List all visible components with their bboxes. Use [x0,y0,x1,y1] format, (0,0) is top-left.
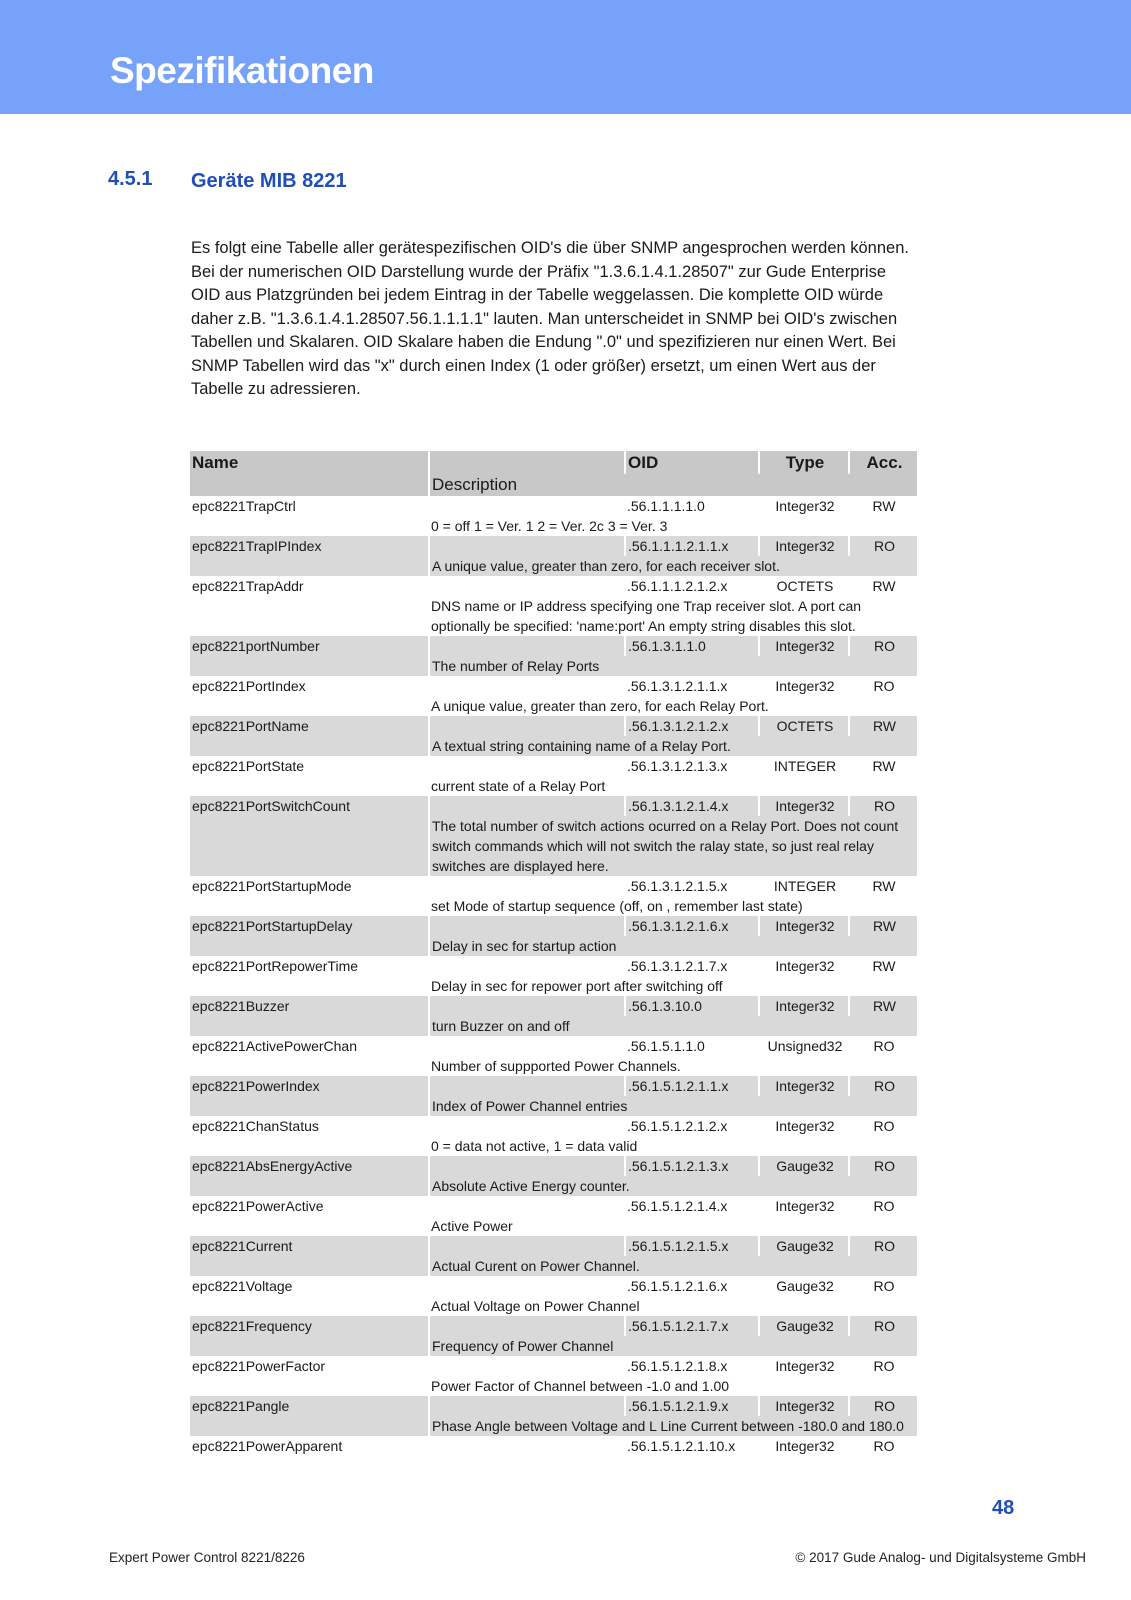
oid-cell: .56.1.5.1.2.1.4.x [627,1198,728,1214]
oid-spacer-cell [429,496,625,516]
oid-name-cell: epc8221PortName [190,716,429,736]
access-cell: RO [873,1358,895,1374]
description-spacer-cell [190,1296,429,1316]
description-cell: current state of a Relay Port [431,778,606,794]
footer-copyright: © 2017 Gude Analog- und Digitalsysteme GmbH [795,1550,1086,1565]
type-cell: Gauge32 [759,1156,849,1176]
description-spacer-cell [190,936,429,956]
description-cell: A textual string containing name of a Relay Port. [429,736,917,756]
description-spacer-cell [190,596,429,636]
oid-cell: .56.1.5.1.2.1.9.x [625,1396,759,1416]
oid-spacer-cell [429,1316,625,1336]
table-header-row-description [190,474,917,496]
mib-table [190,451,917,1456]
table-row-description [190,596,917,636]
description-cell: The total number of switch actions ocurred on a Relay Port. Does not count switch commands which will not switch the ralay state, so just real relay switches are displayed here. [429,816,917,876]
description-cell: Absolute Active Energy counter. [429,1176,917,1196]
access-cell: RW [872,958,896,974]
table-row-description [190,1256,917,1276]
table-row [190,1396,917,1416]
oid-cell: .56.1.3.1.2.1.7.x [627,958,728,974]
description-cell: Frequency of Power Channel [429,1336,917,1356]
access-cell: RO [849,1396,917,1416]
description-cell: Index of Power Channel entries [429,1096,917,1116]
table-row-description [190,776,917,796]
oid-name-cell: epc8221PowerFactor [192,1358,326,1374]
oid-cell: .56.1.1.1.2.1.2.x [627,578,728,594]
oid-name-cell: epc8221ChanStatus [192,1118,319,1134]
table-row-description [190,1416,917,1436]
table-row-description [190,1336,917,1356]
oid-name-cell: epc8221TrapIPIndex [190,536,429,556]
description-spacer-cell [190,736,429,756]
oid-cell: .56.1.3.1.2.1.5.x [627,878,728,894]
description-cell: Actual Curent on Power Channel. [429,1256,917,1276]
oid-cell: .56.1.1.1.1.0 [627,498,705,514]
access-cell: RO [849,1076,917,1096]
table-row-description [190,1096,917,1116]
table-row-description [190,1296,917,1316]
oid-spacer-cell [429,1356,625,1376]
header-banner [0,0,1131,114]
description-spacer-cell [190,1176,429,1196]
oid-spacer-cell [429,796,625,816]
table-row-description [190,1016,917,1036]
description-cell: Power Factor of Channel between -1.0 and 1.00 [431,1378,730,1394]
table-row [190,716,917,736]
type-cell: Integer32 [775,1118,835,1134]
access-cell: RO [873,1118,895,1134]
oid-name-cell: epc8221PowerIndex [190,1076,429,1096]
table-row-description [190,1176,917,1196]
type-cell: INTEGER [773,878,837,894]
oid-spacer-cell [429,676,625,696]
oid-spacer-cell [429,996,625,1016]
access-cell: RW [849,716,917,736]
oid-spacer-cell [429,916,625,936]
table-row-description [190,1136,917,1156]
description-cell: set Mode of startup sequence (off, on , remember last state) [431,898,803,914]
description-cell: A unique value, greater than zero, for each receiver slot. [429,556,917,576]
description-spacer-cell [190,816,429,876]
type-cell: Integer32 [775,678,835,694]
oid-cell: .56.1.3.1.2.1.1.x [627,678,728,694]
access-cell: RO [873,1198,895,1214]
oid-name-cell: epc8221PowerApparent [192,1438,343,1454]
table-row [190,1156,917,1176]
table-row [190,1116,917,1136]
oid-cell: .56.1.5.1.2.1.7.x [625,1316,759,1336]
table-row [190,1316,917,1336]
access-cell: RO [849,1156,917,1176]
table-row [190,536,917,556]
oid-name-cell: epc8221ActivePowerChan [192,1038,357,1054]
type-cell: Integer32 [759,916,849,936]
type-cell: Integer32 [759,536,849,556]
access-cell: RW [872,878,896,894]
oid-name-cell: epc8221PortIndex [192,678,306,694]
oid-spacer-cell [429,576,625,596]
table-row-description [190,556,917,576]
table-row [190,956,917,976]
table-row [190,1356,917,1376]
description-spacer-cell [190,1416,429,1436]
oid-cell: .56.1.5.1.2.1.3.x [625,1156,759,1176]
table-row-description [190,976,917,996]
type-cell: Gauge32 [759,1236,849,1256]
access-cell: RO [849,796,917,816]
description-spacer-cell [190,556,429,576]
type-cell: INTEGER [773,758,837,774]
type-cell: Gauge32 [776,1278,834,1294]
table-row [190,676,917,696]
access-cell: RW [872,578,896,594]
type-cell: Integer32 [759,636,849,656]
description-spacer-cell [190,1056,429,1076]
table-row [190,496,917,516]
access-cell: RO [849,1316,917,1336]
description-cell: A unique value, greater than zero, for each Relay Port. [431,698,769,714]
oid-spacer-cell [429,1236,625,1256]
access-cell: RO [849,536,917,556]
table-row [190,1196,917,1216]
oid-name-cell: epc8221portNumber [190,636,429,656]
oid-name-cell: epc8221Frequency [190,1316,429,1336]
access-cell: RO [873,678,895,694]
description-cell: Delay in sec for repower port after switching off [431,978,723,994]
oid-cell: .56.1.3.1.2.1.6.x [625,916,759,936]
access-cell: RW [872,498,896,514]
footer-product: Expert Power Control 8221/8226 [109,1550,305,1565]
description-cell: Active Power [431,1218,513,1234]
type-cell: Integer32 [759,796,849,816]
table-row [190,996,917,1016]
description-spacer-cell [190,1216,429,1236]
mib-table-body [190,496,917,1456]
oid-cell: .56.1.1.1.2.1.1.x [625,536,759,556]
description-spacer-cell [190,1336,429,1356]
oid-cell: .56.1.5.1.2.1.8.x [627,1358,728,1374]
oid-spacer-cell [429,1276,625,1296]
header-description: Description [429,474,917,496]
description-spacer-cell [190,516,429,536]
description-spacer-cell [190,1016,429,1036]
table-header-row [190,451,917,474]
banner-title: Spezifikationen [110,50,374,91]
access-cell: RO [873,1438,895,1454]
table-row-description [190,936,917,956]
oid-name-cell: epc8221TrapCtrl [192,498,296,514]
table-row-description [190,1056,917,1076]
oid-name-cell: epc8221PowerActive [192,1198,324,1214]
header-acc: Acc. [849,451,917,474]
description-cell: Delay in sec for startup action [429,936,917,956]
type-cell: OCTETS [776,578,834,594]
type-cell: Integer32 [775,1438,835,1454]
table-row [190,636,917,656]
oid-spacer-cell [429,956,625,976]
oid-spacer-cell [429,1036,625,1056]
section-title: Geräte MIB 8221 [191,170,347,192]
description-cell: Actual Voltage on Power Channel [431,1298,640,1314]
description-cell: 0 = off 1 = Ver. 1 2 = Ver. 2c 3 = Ver. 3 [431,518,668,534]
oid-cell: .56.1.3.1.2.1.4.x [625,796,759,816]
oid-cell: .56.1.5.1.2.1.10.x [627,1438,736,1454]
oid-spacer-cell [429,1076,625,1096]
oid-cell: .56.1.5.1.2.1.2.x [627,1118,728,1134]
page-number: 48 [992,1497,1015,1519]
table-row-description [190,516,917,536]
oid-spacer-cell [429,1396,625,1416]
table-row-description [190,816,917,876]
access-cell: RO [873,1278,895,1294]
description-spacer-cell [190,776,429,796]
description-spacer-cell [190,1096,429,1116]
access-cell: RO [849,1236,917,1256]
table-row [190,1236,917,1256]
oid-spacer-cell [429,636,625,656]
type-cell: Unsigned32 [767,1038,843,1054]
table-row [190,916,917,936]
oid-cell: .56.1.3.1.2.1.3.x [627,758,728,774]
description-cell: Number of suppported Power Channels. [431,1058,681,1074]
oid-name-cell: epc8221PortStartupMode [192,878,352,894]
oid-cell: .56.1.3.10.0 [625,996,759,1016]
type-cell: Integer32 [775,1358,835,1374]
type-cell: Integer32 [775,958,835,974]
description-cell: 0 = data not active, 1 = data valid [431,1138,638,1154]
table-row-description [190,896,917,916]
oid-name-cell: epc8221AbsEnergyActive [190,1156,429,1176]
type-cell: Integer32 [775,1198,835,1214]
oid-spacer-cell [429,1436,625,1456]
oid-name-cell: epc8221Buzzer [190,996,429,1016]
type-cell: OCTETS [759,716,849,736]
table-row [190,1436,917,1456]
type-cell: Integer32 [775,498,835,514]
description-spacer-cell [190,1376,429,1396]
oid-name-cell: epc8221PortStartupDelay [190,916,429,936]
section-number: 4.5.1 [108,168,153,190]
header-name: Name [190,451,429,474]
table-row-description [190,696,917,716]
oid-name-cell: epc8221PortRepowerTime [192,958,359,974]
description-cell: DNS name or IP address specifying one Trap receiver slot. A port can optionally be specified: 'name:port' An empty string disables this slot. [431,598,862,634]
oid-name-cell: epc8221Voltage [192,1278,293,1294]
table-row-description [190,656,917,676]
description-spacer-cell [190,656,429,676]
header-oid: OID [625,451,759,474]
oid-spacer-cell [429,1156,625,1176]
table-row [190,796,917,816]
table-row-description [190,736,917,756]
oid-spacer-cell [429,1196,625,1216]
oid-name-cell: epc8221PortSwitchCount [190,796,429,816]
type-cell: Integer32 [759,1396,849,1416]
oid-name-cell: epc8221PortState [192,758,305,774]
table-row [190,756,917,776]
description-spacer-cell [190,896,429,916]
description-cell: Phase Angle between Voltage and L Line Current between -180.0 and 180.0 [429,1416,917,1436]
table-row [190,576,917,596]
access-cell: RW [849,996,917,1016]
oid-name-cell: epc8221Current [190,1236,429,1256]
table-row [190,1036,917,1056]
description-spacer-cell [190,976,429,996]
description-cell: turn Buzzer on and off [429,1016,917,1036]
access-cell: RW [872,758,896,774]
access-cell: RW [849,916,917,936]
type-cell: Integer32 [759,996,849,1016]
description-spacer-cell [190,1136,429,1156]
access-cell: RO [873,1038,895,1054]
oid-cell: .56.1.5.1.1.0 [627,1038,705,1054]
oid-spacer-cell [429,536,625,556]
header-description-spacer [190,474,429,496]
header-type: Type [759,451,849,474]
access-cell: RO [849,636,917,656]
oid-spacer-cell [429,876,625,896]
oid-spacer-cell [429,716,625,736]
description-spacer-cell [190,1256,429,1276]
oid-name-cell: epc8221Pangle [190,1396,429,1416]
type-cell: Gauge32 [759,1316,849,1336]
oid-cell: .56.1.3.1.2.1.2.x [625,716,759,736]
header-spacer [429,451,625,474]
oid-cell: .56.1.5.1.2.1.1.x [625,1076,759,1096]
intro-paragraph: Es folgt eine Tabelle aller gerätespezifischen OID's die über SNMP angesprochen werden können. Bei der numerischen OID Darstellung wurde der Präfix "1.3.6.1.4.1.28507" zur Gude Enterprise OID aus Platzgründen bei jedem Eintrag in der Tabelle weggelassen. Die komplette OID würde daher z.B. "1.3.6.1.4.1.28507.56.1.1.1.1" lauten. Man unterscheidet in SNMP bei OID's zwischen Tabellen und Skalaren. OID Skalare haben die Endung ".0" und spezifizieren nur einen Wert. Bei SNMP Tabellen wird das "x" durch einen Index (1 oder größer) ersetzt, um einen Wert aus der Tabelle zu adressieren. [191,239,909,398]
oid-cell: .56.1.3.1.1.0 [625,636,759,656]
oid-cell: .56.1.5.1.2.1.5.x [625,1236,759,1256]
table-row [190,876,917,896]
description-spacer-cell [190,696,429,716]
oid-name-cell: epc8221TrapAddr [192,578,304,594]
oid-spacer-cell [429,756,625,776]
table-row [190,1276,917,1296]
oid-spacer-cell [429,1116,625,1136]
type-cell: Integer32 [759,1076,849,1096]
table-row-description [190,1376,917,1396]
table-row-description [190,1216,917,1236]
table-row [190,1076,917,1096]
description-cell: The number of Relay Ports [429,656,917,676]
oid-cell: .56.1.5.1.2.1.6.x [627,1278,728,1294]
